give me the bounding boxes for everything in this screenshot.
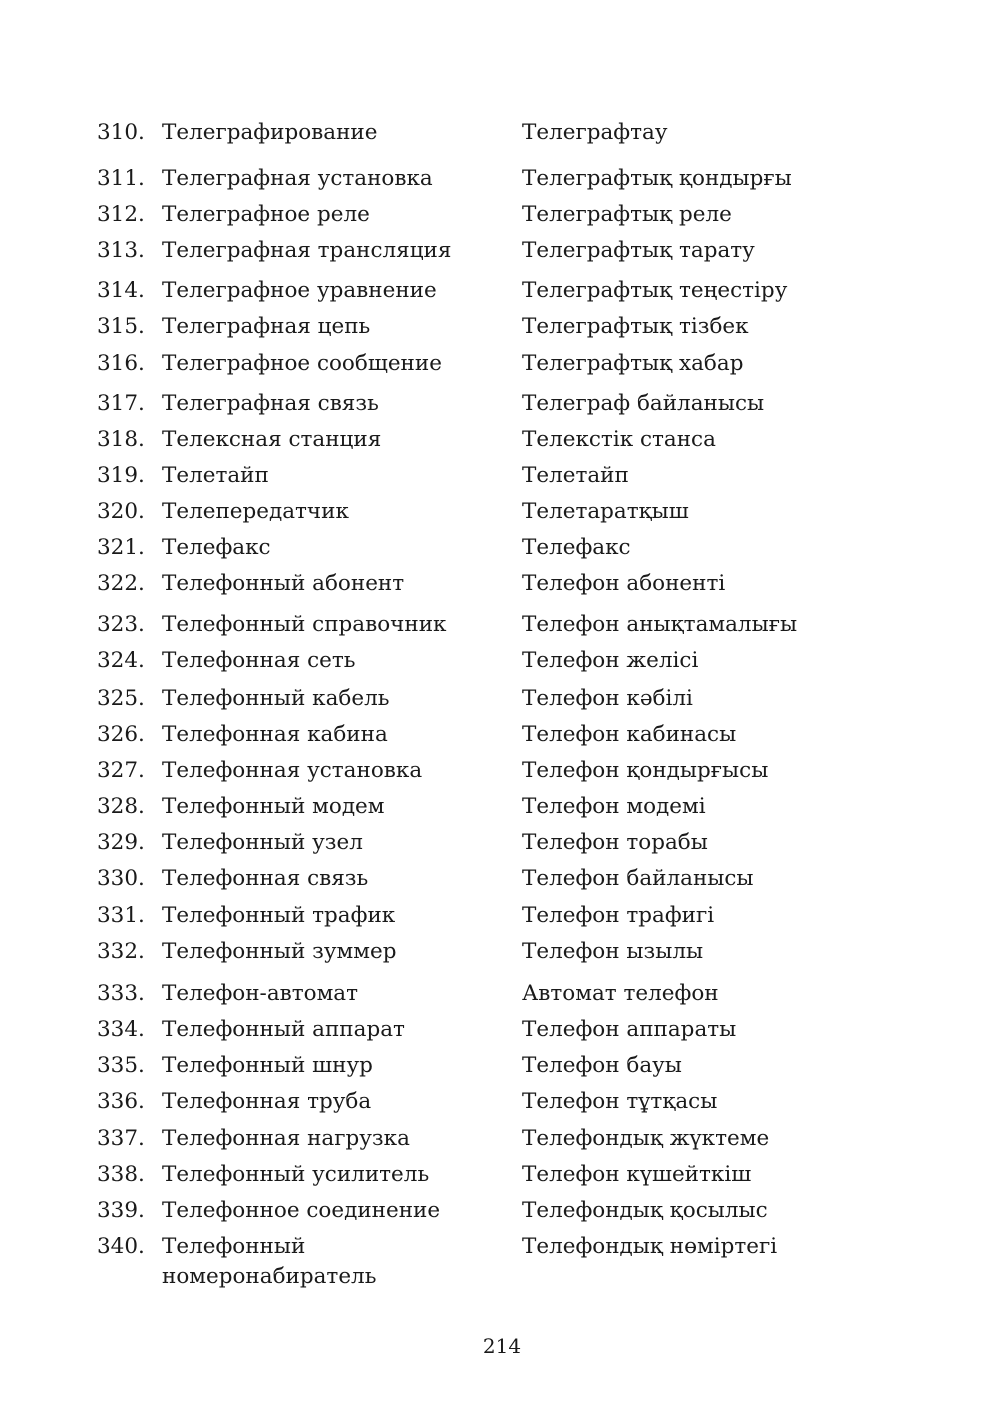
russian-term: Телефонное соединение — [162, 1198, 441, 1223]
kazakh-term: Телеграфтық теңестіру — [522, 278, 788, 303]
entry-number: 324. — [97, 648, 145, 673]
russian-term: Телепередатчик — [162, 499, 349, 524]
kazakh-term: Телефон аппараты — [522, 1017, 737, 1042]
entry-number: 322. — [97, 571, 145, 596]
entry-number: 321. — [97, 535, 145, 560]
kazakh-term: Телефон бауы — [522, 1053, 682, 1078]
kazakh-term: Телефакс — [522, 535, 631, 560]
kazakh-term: Телефон трафигі — [522, 903, 715, 928]
russian-term: Телефонный справочник — [162, 612, 447, 637]
entry-number: 338. — [97, 1162, 145, 1187]
entry-number: 317. — [97, 391, 145, 416]
kazakh-term: Телефон ызылы — [522, 939, 704, 964]
russian-term: Телеграфная цепь — [162, 314, 371, 339]
kazakh-term: Телефон күшейткіш — [522, 1162, 752, 1187]
russian-term: Телефакс — [162, 535, 271, 560]
entry-number: 334. — [97, 1017, 145, 1042]
kazakh-term: Телеграфтау — [522, 120, 668, 145]
russian-term: Телеграфная установка — [162, 166, 433, 191]
kazakh-term: Телеграфтық тарату — [522, 238, 755, 263]
entry-number: 320. — [97, 499, 145, 524]
kazakh-term: Телефон кәбілі — [522, 686, 693, 711]
entry-number: 339. — [97, 1198, 145, 1223]
russian-term: Телефонный узел — [162, 830, 363, 855]
entry-number: 336. — [97, 1089, 145, 1114]
entry-number: 329. — [97, 830, 145, 855]
kazakh-term: Телефон кабинасы — [522, 722, 737, 747]
kazakh-term: Телеграфтық қондырғы — [522, 166, 792, 191]
russian-term: Телеграфное сообщение — [162, 351, 442, 376]
kazakh-term: Телефон анықтамалығы — [522, 612, 798, 637]
entry-number: 319. — [97, 463, 145, 488]
kazakh-term: Телефон қондырғысы — [522, 758, 769, 783]
kazakh-term: Телефон желісі — [522, 648, 699, 673]
entry-number: 312. — [97, 202, 145, 227]
russian-term: Телеграфная трансляция — [162, 238, 452, 263]
kazakh-term: Телефон тұтқасы — [522, 1089, 718, 1114]
russian-term: Телефонный усилитель — [162, 1162, 430, 1187]
russian-term: Телеграфирование — [162, 120, 378, 145]
entry-number: 313. — [97, 238, 145, 263]
entry-number: 315. — [97, 314, 145, 339]
kazakh-term: Телефон байланысы — [522, 866, 754, 891]
entry-number: 325. — [97, 686, 145, 711]
kazakh-term: Телеграфтық хабар — [522, 351, 744, 376]
russian-term: Телефонная установка — [162, 758, 423, 783]
page-number: 214 — [482, 1334, 522, 1358]
entry-number: 327. — [97, 758, 145, 783]
kazakh-term: Телекстік станса — [522, 427, 716, 452]
kazakh-term: Телефон модемі — [522, 794, 706, 819]
russian-term: Телефонный трафик — [162, 903, 396, 928]
kazakh-term: Телефондық жүктеме — [522, 1126, 770, 1151]
russian-term: Телефонная связь — [162, 866, 369, 891]
entry-number: 323. — [97, 612, 145, 637]
entry-number: 335. — [97, 1053, 145, 1078]
russian-term: Телефонный аппарат — [162, 1017, 405, 1042]
kazakh-term: Телефондық қосылыс — [522, 1198, 768, 1223]
kazakh-term: Телеграф байланысы — [522, 391, 765, 416]
kazakh-term: Телефон торабы — [522, 830, 708, 855]
entry-number: 311. — [97, 166, 145, 191]
russian-term: Телефонный модем — [162, 794, 385, 819]
entry-number: 326. — [97, 722, 145, 747]
russian-term: Телексная станция — [162, 427, 382, 452]
russian-term: Телефонный кабель — [162, 686, 390, 711]
russian-term: Телефон-автомат — [162, 981, 359, 1006]
russian-term: Телеграфная связь — [162, 391, 379, 416]
russian-term: Телефонная кабина — [162, 722, 388, 747]
entry-number: 314. — [97, 278, 145, 303]
russian-term: Телефонный зуммер — [162, 939, 397, 964]
entry-number: 337. — [97, 1126, 145, 1151]
kazakh-term: Телетаратқыш — [522, 499, 689, 524]
kazakh-term: Автомат телефон — [522, 981, 719, 1006]
russian-term: Телеграфное уравнение — [162, 278, 437, 303]
entry-number: 310. — [97, 120, 145, 145]
russian-term: Телефонный номеронабиратель — [162, 1234, 377, 1289]
russian-term: Телефонная труба — [162, 1089, 372, 1114]
kazakh-term: Телефон абоненті — [522, 571, 726, 596]
russian-term: Телетайп — [162, 463, 269, 488]
russian-term: Телефонная нагрузка — [162, 1126, 410, 1151]
entry-number: 316. — [97, 351, 145, 376]
entry-number: 340. — [97, 1234, 145, 1259]
kazakh-term: Телеграфтық тізбек — [522, 314, 749, 339]
kazakh-term: Телефондық нөміртегі — [522, 1234, 778, 1259]
entry-number: 328. — [97, 794, 145, 819]
kazakh-term: Телеграфтық реле — [522, 202, 732, 227]
entry-number: 332. — [97, 939, 145, 964]
russian-term: Телеграфное реле — [162, 202, 370, 227]
entry-number: 331. — [97, 903, 145, 928]
russian-term: Телефонный абонент — [162, 571, 405, 596]
entry-number: 330. — [97, 866, 145, 891]
entry-number: 333. — [97, 981, 145, 1006]
entry-number: 318. — [97, 427, 145, 452]
russian-term: Телефонный шнур — [162, 1053, 373, 1078]
russian-term: Телефонная сеть — [162, 648, 356, 673]
kazakh-term: Телетайп — [522, 463, 629, 488]
